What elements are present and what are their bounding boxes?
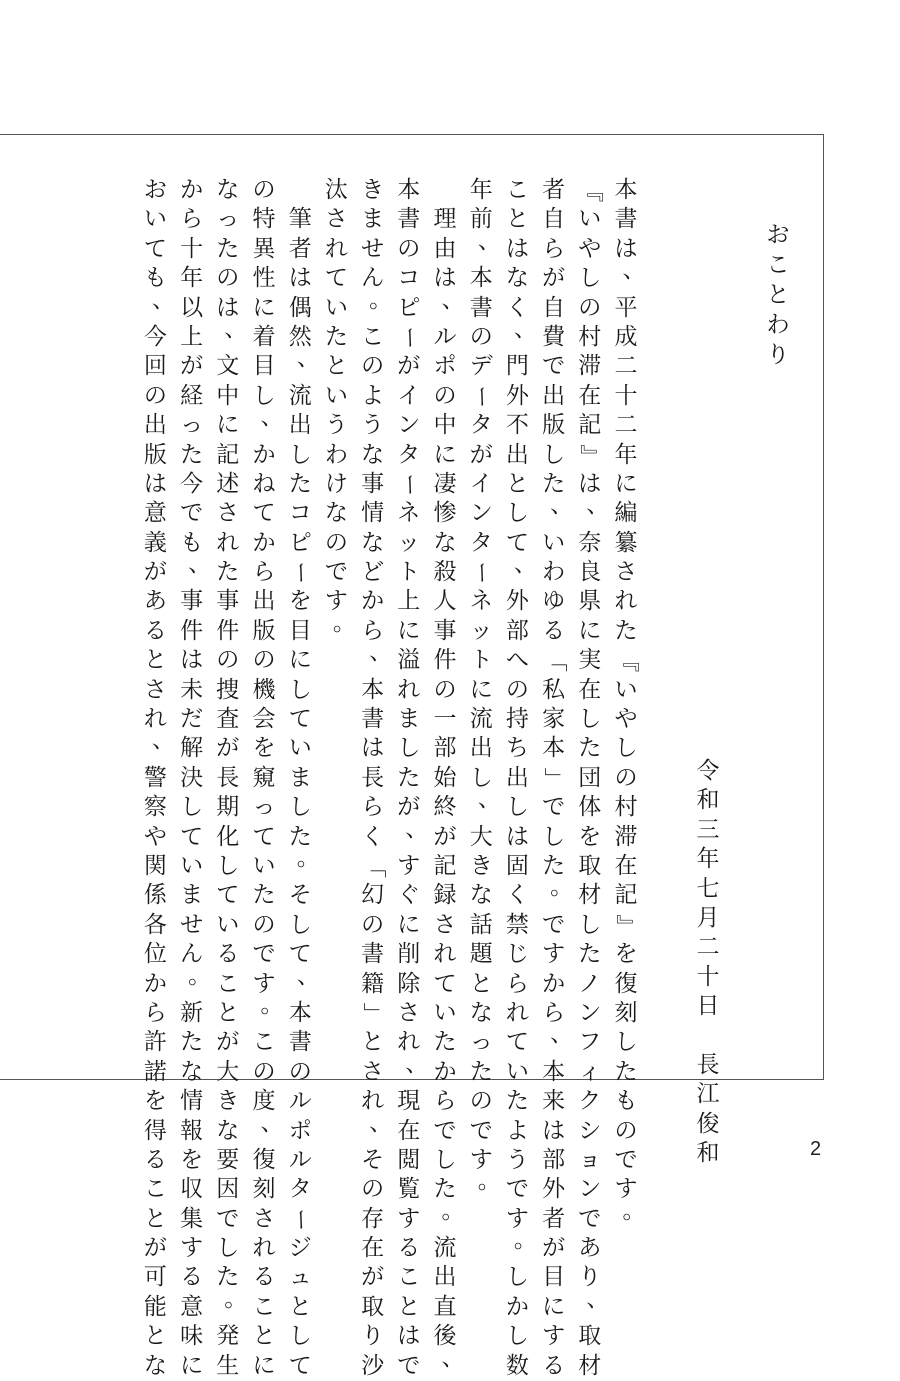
body-column: お い て も 、 今 回 の 出 版 は 意 義 が あ る と さ れ 、 警 察 や 関 係 各 位 か ら 許 諾 を 得 る こ と が 可 能 と な <box>143 177 175 1379</box>
body-column: 年 前 、 本 書 の デ ー タ が イ ン タ ー ネ ッ ト に 流 出 し 、 大 き な 話 題 と な っ た の で す 。 <box>468 177 501 1195</box>
body-column: 『 い や し の 村 滞 在 記 』 は 、 奈 良 県 に 実 在 し た 団 体 を 取 材 し た ノ ン フ ィ ク シ ョ ン で あ り 、 取 材 <box>577 179 610 1379</box>
body-column: 者 自 ら が 自 費 で 出 版 し た 、 い わ ゆ る 「 私 家 本 」 で し た 。 で す か ら 、 本 来 は 部 外 者 が 目 に す る <box>541 177 574 1379</box>
page-number: 2 <box>810 1138 822 1160</box>
body-column: な っ た の は 、 文 中 に 記 述 さ れ た 事 件 の 捜 査 が 長 期 化 し て い る こ と が 大 き な 要 因 で し た 。 発 生 <box>216 177 248 1379</box>
page-title: お こ と わ り <box>766 222 790 368</box>
body-column: 筆 者 は 偶 然 、 流 出 し た コ ピ ー を 目 に し て い ま し た 。 そ し て 、 本 書 の ル ポ ル タ ー ジ ュ と し て <box>287 206 320 1379</box>
body-column: か ら 十 年 以 上 が 経 っ た 今 で も 、 事 件 は 未 だ 解 決 し て い ま せ ん 。 新 た な 情 報 を 収 集 す る 意 味 に <box>180 177 212 1379</box>
body-column: 本 書 は 、 平 成 二 十 二 年 に 編 纂 さ れ た 『 い や し の 村 滞 在 記 』 を 復 刻 し た も の で す 。 <box>613 177 646 1224</box>
body-column: 理 由 は 、 ル ポ の 中 に 凄 惨 な 殺 人 事 件 の 一 部 始 終 が 記 録 さ れ て い た か ら で し た 。 流 出 直 後 、 <box>433 206 465 1371</box>
body-column: の 特 異 性 に 着 目 し 、 か ね て か ら 出 版 の 機 会 を 窺 っ て い た の で す 。 こ の 度 、 復 刻 さ れ る こ と に <box>252 177 284 1379</box>
body-column: こ と は な く 、 門 外 不 出 と し て 、 外 部 へ の 持 ち 出 し は 固 く 禁 じ ら れ て い た よ う で す 。 し か し 数 <box>505 177 537 1379</box>
body-column: 本 書 の コ ピ ー が イ ン タ ー ネ ッ ト 上 に 溢 れ ま し た が 、 す ぐ に 削 除 さ れ 、 現 在 閲 覧 す る こ と は で <box>396 177 429 1379</box>
date-author-line: 令 和 三 年 七 月 二 十 日 長 江 俊 和 <box>696 758 720 1167</box>
body-column: き ま せ ん 。 こ の よ う な 事 情 な ど か ら 、 本 書 は 長 ら く 「 幻 の 書 籍 」 と さ れ 、 そ の 存 在 が 取 り 沙 <box>360 177 393 1379</box>
body-column: 汰 さ れ て い た と い う わ け な の で す 。 <box>324 177 356 636</box>
